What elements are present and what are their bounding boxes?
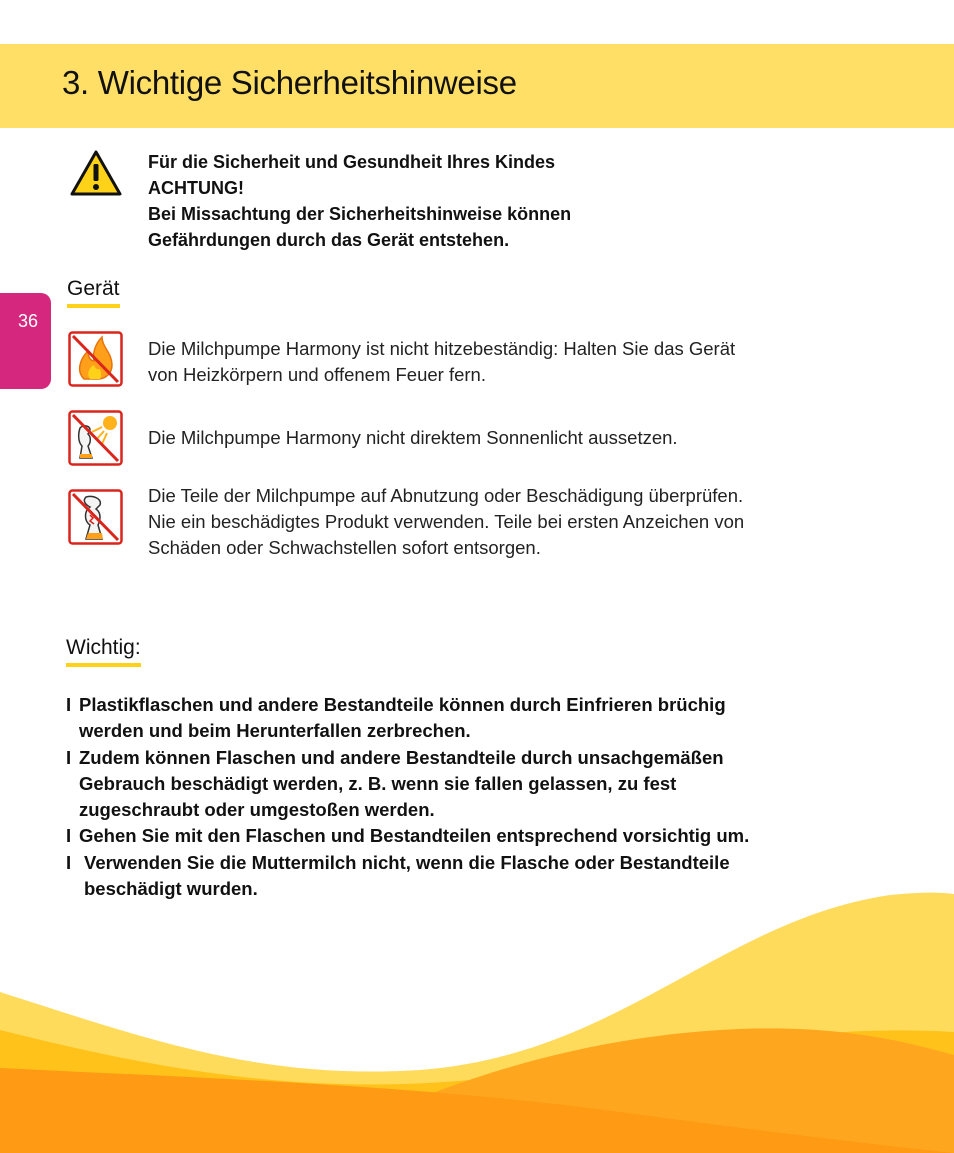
hazard-text-damage	[148, 483, 868, 561]
wichtig-heading: Wichtig:	[66, 636, 141, 667]
warning-triangle-icon	[70, 150, 122, 196]
warning-line: Bei Missachtung der Sicherheitshinweise können	[148, 204, 572, 224]
list-item-line: zugeschraubt oder umgestoßen werden.	[79, 799, 435, 821]
no-sunlight-icon	[68, 410, 123, 466]
geraet-heading: Gerät	[67, 277, 120, 308]
page-tab	[0, 293, 51, 389]
list-item-line: beschädigt wurden.	[84, 878, 258, 900]
list-item	[66, 692, 926, 745]
warning-line: ACHTUNG!	[148, 178, 244, 198]
hazard-text-sunlight	[148, 425, 868, 451]
warning-line: Für die Sicherheit und Gesundheit Ihres Kindes	[148, 152, 556, 172]
list-item	[66, 745, 926, 824]
list-bullet: I	[66, 746, 72, 768]
page-number: 36	[18, 311, 39, 331]
hazard-text-fire	[148, 336, 868, 388]
no-fire-icon	[68, 331, 123, 387]
list-item	[66, 823, 926, 849]
list-item-line: Plastikflaschen und andere Bestandteile können durch Einfrieren brüchig	[79, 694, 726, 715]
warning-text	[148, 149, 768, 253]
hazard-line: Nie ein beschädigtes Produkt verwenden. Teile bei ersten Anzeichen von	[148, 511, 745, 532]
list-bullet: I	[66, 851, 72, 873]
list-item-line: Zudem können Flaschen und andere Bestandteile durch unsachgemäßen	[79, 746, 724, 768]
no-damaged-product-icon	[68, 489, 123, 545]
list-item-line: Gehen Sie mit den Flaschen und Bestandteilen entsprechend vorsichtig um.	[79, 825, 750, 847]
page-title: 3. Wichtige Sicherheitshinweise	[62, 64, 517, 101]
decorative-waves	[0, 880, 954, 1153]
hazard-line: Die Milchpumpe Harmony nicht direktem Sonnenlicht aussetzen.	[148, 427, 678, 448]
list-item-line: Verwenden Sie die Muttermilch nicht, wenn die Flasche oder Bestandteile	[84, 851, 730, 873]
list-bullet: I	[66, 694, 72, 715]
hazard-line: von Heizkörpern und offenem Feuer fern.	[148, 364, 486, 385]
hazard-line: Die Milchpumpe Harmony ist nicht hitzebeständig: Halten Sie das Gerät	[148, 338, 736, 359]
important-list	[66, 692, 926, 902]
list-bullet: I	[66, 825, 72, 847]
hazard-line: Schäden oder Schwachstellen sofort entsorgen.	[148, 537, 541, 558]
list-item-line: werden und beim Herunterfallen zerbrechen.	[79, 720, 471, 742]
list-item-line: Gebrauch beschädigt werden, z. B. wenn sie fallen gelassen, zu fest	[79, 772, 677, 794]
warning-line: Gefährdungen durch das Gerät entstehen.	[148, 230, 510, 250]
hazard-line: Die Teile der Milchpumpe auf Abnutzung oder Beschädigung überprüfen.	[148, 485, 744, 506]
